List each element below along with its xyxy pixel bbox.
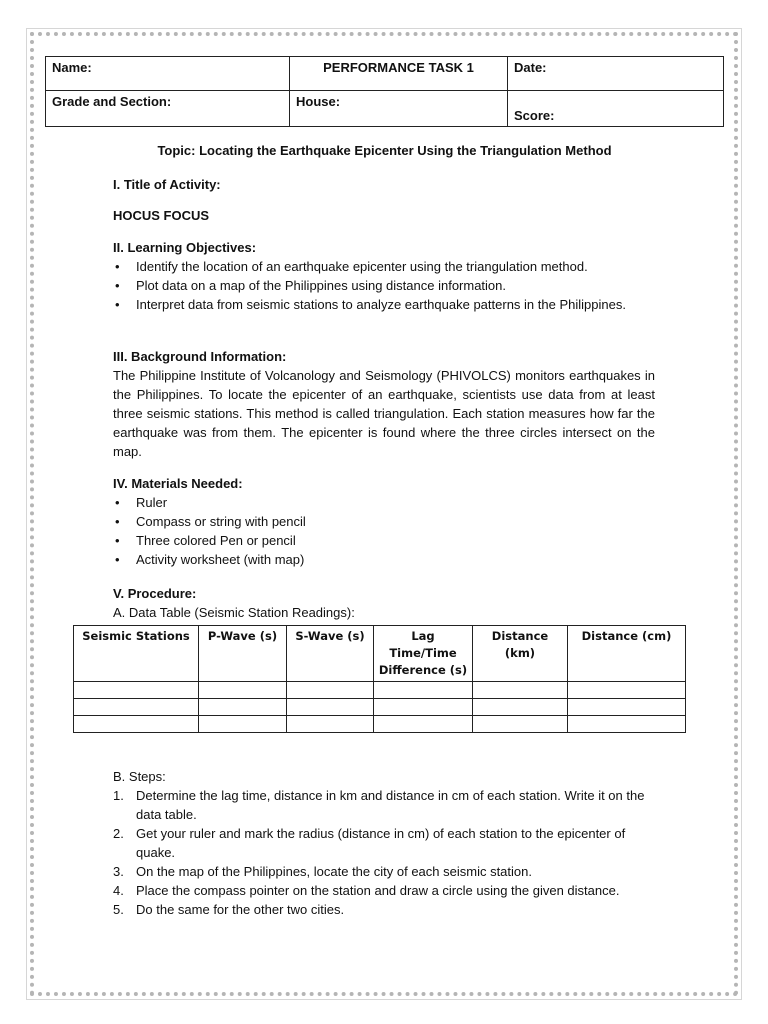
background-heading: III. Background Information: [113,349,287,364]
table-cell[interactable] [473,716,568,733]
col-header-distance-cm: Distance (cm) [568,626,686,682]
step-text: On the map of the Philippines, locate the city of each seismic station. [136,864,532,879]
procedure-section [113,584,655,622]
table-cell[interactable] [74,682,199,699]
table-row [74,716,686,733]
procedure-heading: V. Procedure: [113,586,197,601]
objective-item: • Plot data on a map of the Philippines using distance information. [113,276,655,295]
date-label: Date: [514,60,547,75]
material-item: • Ruler [113,493,655,512]
step-item [113,881,655,900]
table-cell[interactable] [568,682,686,699]
step-item [113,900,655,919]
step-text: Determine the lag time, distance in km and distance in cm of each station. Write it on the data table. [136,788,645,822]
material-item: • Activity worksheet (with map) [113,550,655,569]
step-number: 4. [113,883,124,898]
table-cell[interactable] [568,699,686,716]
name-field[interactable] [46,57,290,91]
col-header-stations: Seismic Stations [74,626,199,682]
material-item: • Three colored Pen or pencil [113,531,655,550]
col-header-s-wave: S-Wave (s) [287,626,374,682]
table-cell[interactable] [473,699,568,716]
task-title: PERFORMANCE TASK 1 [323,60,474,75]
materials-heading: IV. Materials Needed: [113,476,243,491]
date-field[interactable] [508,57,724,91]
grade-section-label: Grade and Section: [52,94,172,109]
table-cell[interactable] [568,716,686,733]
steps-section [113,767,655,919]
step-number: 5. [113,902,124,917]
table-cell[interactable] [287,699,374,716]
table-cell[interactable] [199,699,287,716]
step-item [113,824,655,862]
material-item: • Compass or string with pencil [113,512,655,531]
table-row [74,699,686,716]
title-section-heading: I. Title of Activity: [113,177,221,192]
table-cell[interactable] [287,716,374,733]
grade-section-field[interactable] [46,91,290,127]
objectives-section [113,238,655,314]
col-header-p-wave: P-Wave (s) [199,626,287,682]
seismic-data-table [73,625,686,733]
task-title-cell [290,57,508,91]
score-label: Score: [514,108,555,123]
table-row [74,682,686,699]
objective-item: • Identify the location of an earthquake epicenter using the triangulation method. [113,257,655,276]
table-cell[interactable] [74,699,199,716]
name-label: Name: [52,60,92,75]
objectives-heading: II. Learning Objectives: [113,240,257,255]
col-header-distance-km: Distance (km) [473,626,568,682]
score-field[interactable] [508,91,724,127]
step-number: 3. [113,864,124,879]
steps-heading: B. Steps: [113,769,166,784]
table-cell[interactable] [473,682,568,699]
background-section [113,347,655,461]
step-item [113,862,655,881]
table-cell[interactable] [199,716,287,733]
step-number: 2. [113,826,124,841]
table-cell[interactable] [374,716,473,733]
table-cell[interactable] [199,682,287,699]
step-text: Place the compass pointer on the station and draw a circle using the given distance. [136,883,620,898]
house-label: House: [296,94,341,109]
step-text: Get your ruler and mark the radius (distance in cm) of each station to the epicenter of quake. [136,826,626,860]
col-header-lag-time: Lag Time/Time Difference (s) [374,626,473,682]
topic-heading: Topic: Locating the Earthquake Epicenter Using the Triangulation Method [157,143,612,158]
step-number: 1. [113,788,124,803]
table-cell[interactable] [74,716,199,733]
activity-title: HOCUS FOCUS [113,208,210,223]
house-field[interactable] [290,91,508,127]
header-table [45,56,724,127]
table-cell[interactable] [287,682,374,699]
materials-section [113,474,655,569]
table-cell[interactable] [374,682,473,699]
background-text: The Philippine Institute of Volcanology and Seismology (PHIVOLCS) monitors earthquakes in the Philippines. To locate the epicenter of an earthquake, scientists use data from at least three seismic stations. This method is called triangulation. Each station measures how far the earthquake was from them. The epicenter is found where the three circles intersect on the map. [113,368,655,459]
table-caption: A. Data Table (Seismic Station Readings): [113,605,355,620]
table-cell[interactable] [374,699,473,716]
step-text: Do the same for the other two cities. [136,902,345,917]
step-item [113,786,655,824]
objective-item: • Interpret data from seismic stations to analyze earthquake patterns in the Philippines. [113,295,655,314]
